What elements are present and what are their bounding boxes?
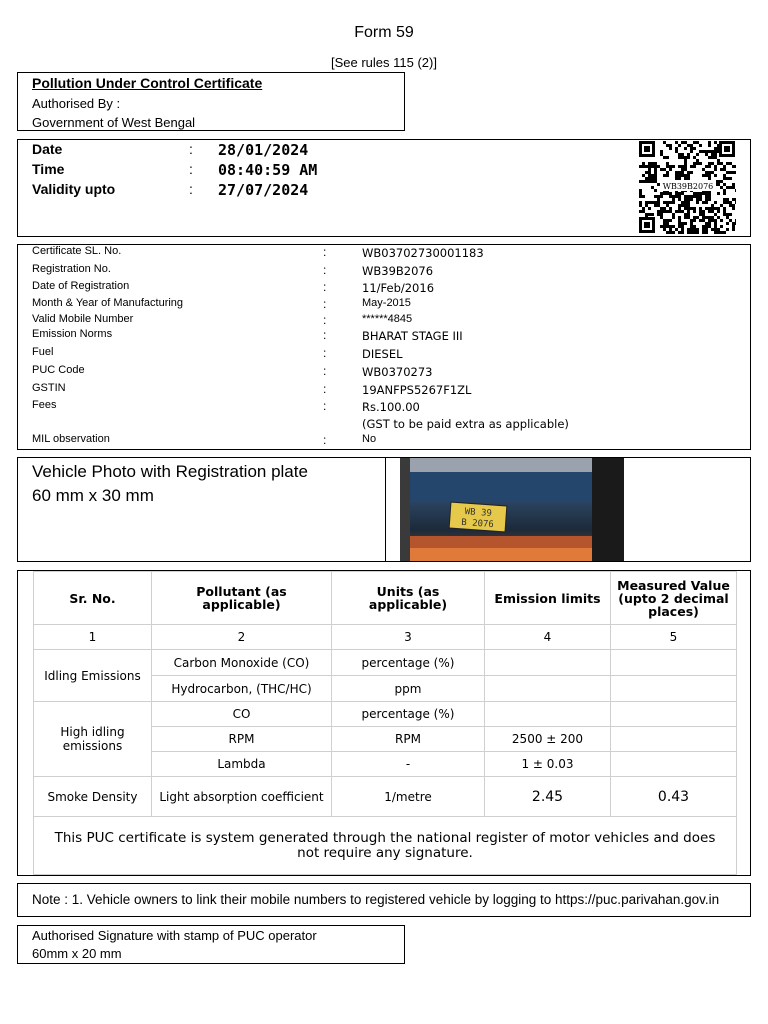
- label-registration-no: Registration No.: [32, 263, 111, 275]
- colon: :: [323, 399, 327, 413]
- validity-colon: :: [189, 181, 193, 197]
- puc-code: WB0370273: [362, 365, 433, 379]
- photo-label: Vehicle Photo with Registration plate: [32, 462, 308, 481]
- validity-label: Validity upto: [32, 181, 116, 197]
- label-mil-observation: MIL observation: [32, 433, 110, 445]
- group-smoke-density: Smoke Density: [34, 777, 152, 817]
- pollutant-cell: CO: [152, 702, 332, 727]
- colon: :: [323, 297, 327, 311]
- label-date-of-registration: Date of Registration: [32, 280, 130, 292]
- date-colon: :: [189, 141, 193, 157]
- col-number: 5: [611, 625, 737, 650]
- label-gstin: GSTIN: [32, 382, 66, 394]
- note-box: [17, 883, 751, 917]
- test-datetime-box: [17, 139, 751, 237]
- header-emission-limits: Emission limits: [485, 572, 611, 625]
- colon: :: [323, 313, 327, 327]
- label-puc-code: PUC Code: [32, 364, 85, 376]
- signature-size-label: 60mm x 20 mm: [32, 946, 122, 961]
- vehicle-photo: [400, 458, 624, 561]
- qr-code-icon: [638, 140, 736, 234]
- certificate-sl-no: WB03702730001183: [362, 246, 484, 260]
- colon: :: [323, 364, 327, 378]
- label-manufacturing-date: Month & Year of Manufacturing: [32, 297, 184, 309]
- date-of-registration: 11/Feb/2016: [362, 281, 435, 295]
- col-number: 4: [485, 625, 611, 650]
- col-number: 2: [152, 625, 332, 650]
- header-sr-no: Sr. No.: [34, 572, 152, 625]
- pollutant-cell: Hydrocarbon, (THC/HC): [152, 676, 332, 702]
- colon: :: [323, 245, 327, 259]
- gstin: 19ANFPS5267F1ZL: [362, 383, 472, 397]
- gst-note: (GST to be paid extra as applicable): [362, 417, 569, 431]
- limit-cell: [485, 702, 611, 727]
- mobile-link-note: Note : 1. Vehicle owners to link their mobile numbers to registered vehicle by logging to https://puc.parivahan.gov.in: [32, 892, 720, 907]
- form-title: Form 59: [354, 24, 414, 41]
- label-mobile-number: Valid Mobile Number: [32, 313, 134, 325]
- photo-frame: [385, 458, 751, 561]
- label-fees: Fees: [32, 399, 57, 411]
- fuel: DIESEL: [362, 347, 403, 361]
- limit-cell: 1 ± 0.03: [485, 752, 611, 777]
- header-measured-value: Measured Value (upto 2 decimal places): [611, 572, 737, 625]
- vehicle-details-box: [17, 244, 751, 450]
- col-number: 1: [34, 625, 152, 650]
- vehicle-photo-box: [17, 457, 751, 562]
- unit-cell: -: [332, 752, 485, 777]
- test-date: 28/01/2024: [218, 141, 309, 159]
- fees: Rs.100.00: [362, 400, 420, 414]
- colon: :: [323, 433, 327, 447]
- limit-cell: [485, 650, 611, 676]
- unit-cell: percentage (%): [332, 702, 485, 727]
- measured-cell: [611, 676, 737, 702]
- time-label: Time: [32, 161, 65, 177]
- measured-cell: [611, 702, 737, 727]
- mobile-number: ******4845: [362, 313, 413, 325]
- unit-cell: RPM: [332, 727, 485, 752]
- manufacturing-date: May-2015: [362, 297, 411, 309]
- test-time: 08:40:59 AM: [218, 161, 318, 179]
- measured-cell: [611, 752, 737, 777]
- pollutant-cell: Carbon Monoxide (CO): [152, 650, 332, 676]
- group-high-idling: High idling emissions: [34, 702, 152, 777]
- certificate-heading-box: [17, 72, 405, 131]
- limit-cell: 2500 ± 200: [485, 727, 611, 752]
- unit-cell: 1/metre: [332, 777, 485, 817]
- unit-cell: percentage (%): [332, 650, 485, 676]
- colon: :: [323, 280, 327, 294]
- limit-cell: 2.45: [485, 777, 611, 817]
- rules-reference: [See rules 115 (2)]: [331, 55, 437, 70]
- colon: :: [323, 346, 327, 360]
- label-certificate-sl-no: Certificate SL. No.: [32, 245, 122, 257]
- limit-cell: [485, 676, 611, 702]
- group-idling: Idling Emissions: [34, 650, 152, 702]
- measured-cell: 0.43: [611, 777, 737, 817]
- validity-date: 27/07/2024: [218, 181, 309, 199]
- emission-norms: BHARAT STAGE III: [362, 329, 463, 343]
- measured-cell: [611, 650, 737, 676]
- emission-table: [33, 571, 737, 875]
- pollutant-cell: Lambda: [152, 752, 332, 777]
- emission-table-box: [17, 570, 751, 876]
- system-generated-note: This PUC certificate is system generated through the national register of motor vehicles and does not require any signature.: [34, 817, 737, 875]
- header-pollutant: Pollutant (as applicable): [152, 572, 332, 625]
- label-fuel: Fuel: [32, 346, 54, 358]
- colon: :: [323, 263, 327, 277]
- label-emission-norms: Emission Norms: [32, 328, 113, 340]
- authority-name: Government of West Bengal: [32, 115, 196, 130]
- certificate-title: Pollution Under Control Certificate: [32, 75, 263, 91]
- measured-cell: [611, 727, 737, 752]
- mil-observation: No: [362, 433, 377, 445]
- signature-box: [17, 925, 405, 964]
- colon: :: [323, 382, 327, 396]
- pollutant-cell: Light absorption coefficient: [152, 777, 332, 817]
- pollutant-cell: RPM: [152, 727, 332, 752]
- col-number: 3: [332, 625, 485, 650]
- photo-size-label: 60 mm x 30 mm: [32, 486, 154, 505]
- time-colon: :: [189, 161, 193, 177]
- signature-label: Authorised Signature with stamp of PUC operator: [32, 928, 317, 943]
- qr-caption: WB39B2076: [662, 182, 714, 191]
- unit-cell: ppm: [332, 676, 485, 702]
- registration-no: WB39B2076: [362, 264, 434, 278]
- plate-line-2: B 2076: [460, 517, 495, 531]
- authorised-by-label: Authorised By :: [32, 96, 121, 111]
- colon: :: [323, 328, 327, 342]
- date-label: Date: [32, 141, 63, 157]
- header-units: Units (as applicable): [332, 572, 485, 625]
- plate-line-1: WB 39: [464, 507, 493, 519]
